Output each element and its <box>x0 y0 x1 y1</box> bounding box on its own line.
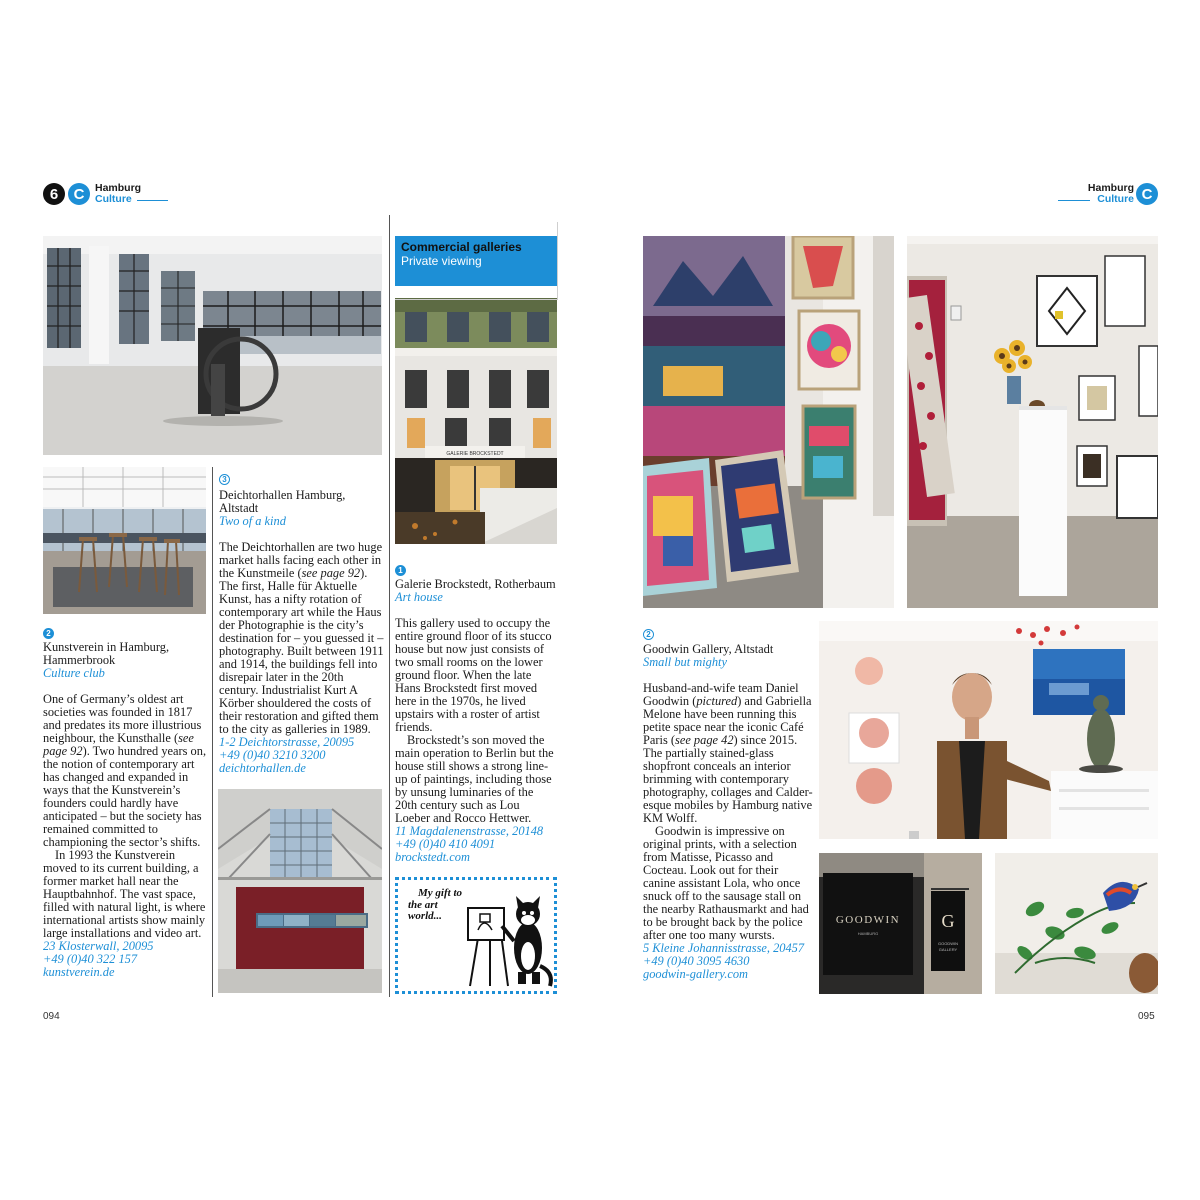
entry-body <box>643 682 813 942</box>
header-section: Culture <box>1097 193 1134 205</box>
market-hall-image <box>218 789 382 993</box>
caption-line: the art <box>408 898 438 911</box>
gallery-interior-image <box>907 236 1158 608</box>
page-reference: see page 92 <box>43 731 194 758</box>
left-running-header <box>43 180 203 210</box>
header-city: Hamburg <box>95 182 142 194</box>
entry-body <box>395 617 557 825</box>
venue-website[interactable]: kunstverein.de <box>43 965 115 979</box>
venue-address: 11 Magdalenenstrasse, 20148 <box>395 824 544 838</box>
venue-phone: +49 (0)40 3095 4630 <box>643 954 750 968</box>
entry-body <box>219 541 384 736</box>
brockstedt-building-photo <box>395 298 557 544</box>
venue-address: 23 Klosterwall, 20095 <box>43 939 154 953</box>
section-letter-badge <box>1136 183 1158 205</box>
townhouse-facade-image <box>395 298 557 544</box>
column-rule <box>212 467 213 997</box>
chapter-number: 6 <box>49 185 59 203</box>
paragraph: This gallery used to occupy the entire ground floor of its stucco house but now just consists of two small rooms on the lower ground floor. When the late Hans Brockstedt first moved here in the 1970s, he lived upstairs with a roster of artist friends. <box>395 616 552 734</box>
paragraph <box>643 682 813 825</box>
hanging-sign-text: GALLERY <box>938 947 958 952</box>
goodwin-paintings-photo <box>643 236 894 608</box>
hanging-sign-letter: G <box>941 911 955 931</box>
deichtorhallen-photo <box>218 789 382 993</box>
venue-website[interactable]: brockstedt.com <box>395 850 470 864</box>
venue-tagline: Culture club <box>43 666 105 680</box>
page-reference: see page 92 <box>301 566 361 580</box>
category-box-shadow-line <box>557 222 558 300</box>
bird-artwork-photo <box>995 853 1158 994</box>
venue-name: Goodwin Gallery, Altstadt <box>643 642 774 656</box>
entry-body <box>43 693 208 940</box>
venue-name: Kunstverein in Hamburg, Hammerbrook <box>43 640 170 667</box>
paragraph: Brockstedt’s son moved the main operation to Berlin but the house still shows a strong line-up of paintings, including those by unsung luminaries of the 20th century such as Lou Loeber and Rocco Hettwer. <box>395 733 554 825</box>
venue-tagline: Art house <box>395 590 443 604</box>
text-run: One of Germany’s oldest art societies was founded in 1817 and predates its more illustrious neighbour, the Kunsthalle ( <box>43 692 202 745</box>
goodwin-storefront-photo <box>819 853 982 994</box>
venue-website[interactable]: deichtorhallen.de <box>219 761 306 775</box>
column-rule <box>389 215 390 997</box>
text-run: ) and Gabriella Melone have been running this petite space near the iconic Café Paris ( <box>643 694 812 747</box>
section-letter: C <box>73 185 85 203</box>
bird-sculpture-image <box>995 853 1158 994</box>
venue-phone: +49 (0)40 3210 3200 <box>219 748 326 762</box>
goodwin-gallery-interior-photo <box>907 236 1158 608</box>
store-sign-sub: HAMBURG <box>857 931 879 936</box>
category-subtitle: Private viewing <box>401 254 482 268</box>
store-sign-main: GOODWIN <box>835 914 901 926</box>
page-number-left: 094 <box>43 1011 60 1022</box>
entry-number: 2 <box>43 628 54 639</box>
paragraph: Goodwin is impressive on original prints, with a selection from Matisse, Picasso and Cocteau. Look out for their canine assistant Lola, who once snuck off to the sausage stall on the nearby Rathausmarkt and had to be brought back by the police after one too many wursts. <box>643 824 809 942</box>
gallery-hall-image <box>43 236 382 455</box>
entry-kunstverein <box>43 621 208 979</box>
daniel-goodwin-portrait-photo <box>819 621 1158 839</box>
gallerist-portrait-image <box>819 621 1158 839</box>
entry-deichtorhallen <box>219 467 384 775</box>
pictured-note: pictured <box>696 694 738 708</box>
caption-line: world... <box>408 910 442 922</box>
header-section: Culture <box>95 193 132 205</box>
kunstverein-interior-photo <box>43 236 382 455</box>
category-box <box>395 236 557 286</box>
building-sign: GALERIE BROCKSTEDT <box>446 451 504 457</box>
venue-name: Deichtorhallen Hamburg, Altstadt <box>219 488 346 515</box>
header-city: Hamburg <box>1087 182 1134 194</box>
entry-number: 1 <box>395 565 406 576</box>
venue-website[interactable]: goodwin-gallery.com <box>643 967 748 981</box>
venue-name: Galerie Brockstedt, Rotherbaum <box>395 577 556 591</box>
right-running-header <box>1050 180 1160 210</box>
venue-phone: +49 (0)40 322 157 <box>43 952 138 966</box>
caption-line: My gift to <box>418 887 462 899</box>
venue-phone: +49 (0)40 410 4091 <box>395 837 496 851</box>
header-rule <box>1058 200 1090 201</box>
text-run: ). The first, Halle für Aktuelle Kunst, has a nifty rotation of contemporary art while the Haus der Photographie is the city’s destination for – you guessed it – photography. Built between 1911 and 1914, the buildings fell into disrepair later in the 20th century. Industrialist Kurt A Körber shouldered the costs of their restoration and gifted them to the city as galleries in 1989. <box>219 566 384 736</box>
text-run: The Deichtorhallen are two huge market halls facing each other in the Kunstmeile ( <box>219 540 383 580</box>
venue-address: 1-2 Deichtorstrasse, 20095 <box>219 735 355 749</box>
paragraph <box>43 693 208 849</box>
category-title: Commercial galleries <box>401 240 522 254</box>
venue-tagline: Small but mighty <box>643 655 727 669</box>
header-rule <box>137 200 168 201</box>
colorful-paintings-image <box>643 236 894 608</box>
section-letter-badge <box>68 183 90 205</box>
cat-painter-icon <box>450 886 554 990</box>
paragraph: In 1993 the Kunstverein moved to its current building, a former market hall near the Hauptbahnhof. The vast space, filled with natural light, is where international artists show mainly large installations and video art. <box>43 848 206 940</box>
entry-brockstedt <box>395 558 557 864</box>
illustration-box <box>395 877 557 994</box>
entry-number: 2 <box>643 629 654 640</box>
section-letter: C <box>1141 185 1153 203</box>
storefront-sign-image <box>819 853 982 994</box>
hanging-sign-text: GOODWIN <box>938 941 958 946</box>
text-run: Husband-and-wife team Daniel Goodwin ( <box>643 681 799 708</box>
entry-goodwin <box>643 622 813 981</box>
category-box-shadow-bottom <box>395 299 558 300</box>
venue-tagline: Two of a kind <box>219 514 286 528</box>
text-run: ). Two hundred years on, the notion of contemporary art has changed and expanded in ways that the Kunstverein’s founders could hardly have anticipated – but the society has remained committed to championing the sector’s shifts. <box>43 744 207 849</box>
text-run: ) since 2015. The partially stained-glass shopfront conceals an interior brimming with contemporary photography, collages and Calder-esque mobiles by Hamburg native KM Wolff. <box>643 733 813 825</box>
page-reference: see page 42 <box>675 733 734 747</box>
paragraph <box>219 541 384 736</box>
page-number-right: 095 <box>1138 1011 1155 1022</box>
chapter-number-badge <box>43 183 65 205</box>
entry-number: 3 <box>219 474 230 485</box>
kunstverein-stools-photo <box>43 467 206 614</box>
exhibition-hall-image <box>43 467 206 614</box>
venue-address: 5 Kleine Johannisstrasse, 20457 <box>643 941 805 955</box>
